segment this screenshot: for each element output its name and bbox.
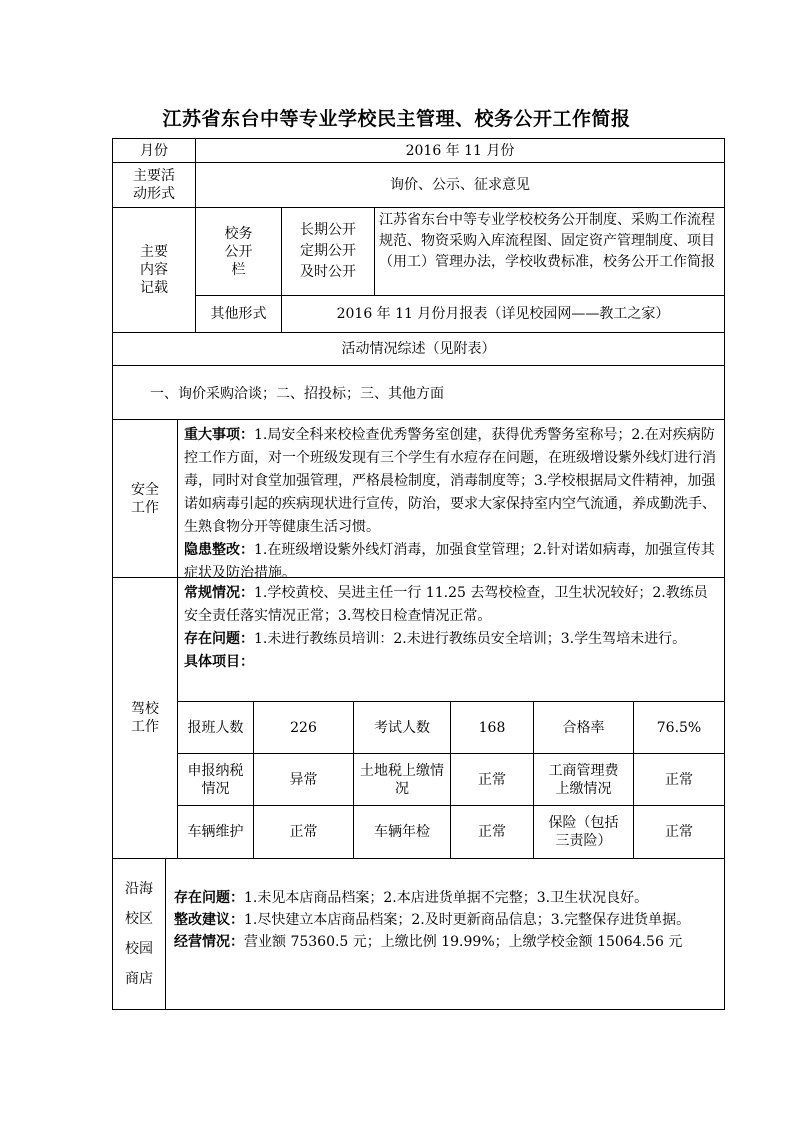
shop-business-label: 经营情况： xyxy=(174,934,244,950)
month-label: 月份 xyxy=(112,138,196,163)
table-cell: 正常 xyxy=(633,805,725,859)
summary-header: 活动情况综述（见附表） xyxy=(112,332,725,366)
table-cell: 车辆年检 xyxy=(353,805,451,859)
safety-hazard-label: 隐患整改： xyxy=(184,542,254,558)
shop-problem-text: 1.未见本店商品档案；2.本店进货单据不完整；3.卫生状况良好。 xyxy=(244,890,649,906)
driving-routine-text: 1.学校黄校、吴进主任一行 11.25 去驾校检查，卫生状况较好；2.教练员安全责任落实情况正常；3.驾校日检查情况正常。 xyxy=(184,585,708,624)
shop-problem-label: 存在问题： xyxy=(174,890,244,906)
activity-form-label: 主要活动形式 xyxy=(112,162,196,208)
activity-form-value: 询价、公示、征求意见 xyxy=(195,162,725,208)
table-cell: 76.5% xyxy=(633,701,725,754)
publicity-types xyxy=(281,207,375,296)
driving-label: 驾校工作 xyxy=(112,577,178,859)
driving-problem-label: 存在问题： xyxy=(184,631,254,647)
safety-content xyxy=(177,419,725,581)
table-cell: 保险（包括三责险） xyxy=(533,805,634,859)
shop-advice-text: 1.尽快建立本店商品档案；2.及时更新商品信息；3.完整保存进货单据。 xyxy=(244,912,691,928)
table-cell: 报班人数 xyxy=(177,701,254,754)
safety-hazard-text: 1.在班级增设紫外线灯消毒，加强食堂管理；2.针对诺如病毒，加强宣传其症状及防治措施。 xyxy=(184,542,715,581)
driving-problem-text: 1.未进行教练员培训：2.未进行教练员安全培训；3.学生驾培未进行。 xyxy=(254,631,687,647)
table-cell: 异常 xyxy=(253,753,354,806)
shop-advice-label: 整改建议： xyxy=(174,912,244,928)
table-cell: 工商管理费上缴情况 xyxy=(533,753,634,806)
summary-cell xyxy=(112,365,725,420)
safety-major-text: 1.局安全科来校检查优秀警务室创建，获得优秀警务室称号；2.在对疾病防控工作方面，对一个班级发现有三个学生有水痘存在问题，在班级增设紫外线灯进行消毒，同时对食堂加强管理，严格晨检制度，消毒制度等；3.学校根据局文件精神，加强诺如病毒引起的疾病现状进行宣传，防治，要求大家保持室内空气流通，养成勤洗手、生熟食物分开等健康生活习惯。 xyxy=(184,427,716,535)
table-cell: 正常 xyxy=(450,753,534,806)
publicity-type: 长期公开 xyxy=(300,222,356,238)
bulletin-board-label: 校务公开栏 xyxy=(195,207,282,296)
table-cell: 申报纳税情况 xyxy=(177,753,254,806)
report-title: 江苏省东台中等专业学校民主管理、校务公开工作简报 xyxy=(162,108,631,130)
table-cell: 168 xyxy=(450,701,534,754)
table-cell: 正常 xyxy=(253,805,354,859)
other-forms-value: 2016 年 11 月份月报表（详见校园网——教工之家） xyxy=(281,295,725,333)
driving-items-label: 具体项目： xyxy=(184,654,254,670)
safety-major-label: 重大事项： xyxy=(184,427,254,443)
content-label: 主要内容记载 xyxy=(112,207,196,333)
publicity-type: 定期公开 xyxy=(300,243,356,259)
shop-label: 沿海校区校园商店 xyxy=(112,858,166,1010)
shop-business-text: 营业额 75360.5 元；上缴比例 19.99%；上缴学校金额 15064.56 元 xyxy=(244,934,683,950)
publicity-type: 及时公开 xyxy=(300,264,356,280)
table-cell: 正常 xyxy=(633,753,725,806)
driving-routine-label: 常规情况： xyxy=(184,585,254,601)
table-cell: 考试人数 xyxy=(353,701,451,754)
table-cell: 正常 xyxy=(450,805,534,859)
shop-content xyxy=(165,858,725,1010)
bulletin-board-value: 江苏省东台中等专业学校校务公开制度、采购工作流程规范、物资采购入库流程图、固定资产管理制度、项目（用工）管理办法，学校收费标准，校务公开工作简报 xyxy=(374,207,725,296)
table-cell: 土地税上缴情况 xyxy=(353,753,451,806)
table-cell: 车辆维护 xyxy=(177,805,254,859)
table-cell: 226 xyxy=(253,701,354,754)
table-cell: 合格率 xyxy=(533,701,634,754)
safety-label: 安全工作 xyxy=(112,419,178,578)
other-forms-label: 其他形式 xyxy=(195,295,282,333)
month-value: 2016 年 11 月份 xyxy=(195,138,725,163)
summary-line: 一、询价采购洽谈；二、招投标；三、其他方面 xyxy=(150,386,444,402)
